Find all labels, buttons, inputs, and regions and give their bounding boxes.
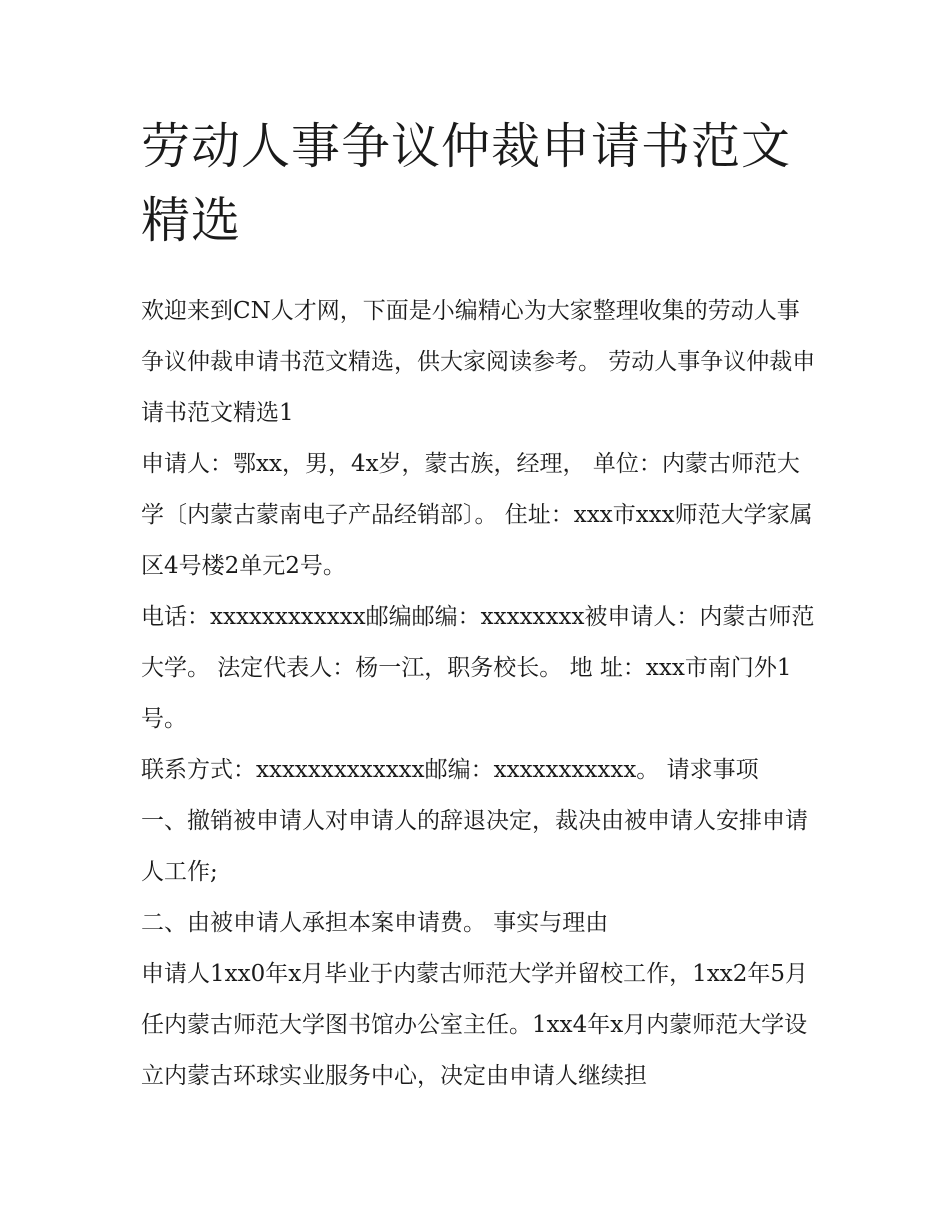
paragraph-request-two: 二、由被申请人承担本案申请费。 事实与理由 <box>141 910 609 936</box>
paragraph-intro: 欢迎来到CN人才网，下面是小编精心为大家整理收集的劳动人事争议仲裁申请书范文精选，供大家阅读参考。 劳动人事争议仲裁申请书范文精选1 <box>141 298 816 426</box>
paragraph-contact-requests: 联系方式：xxxxxxxxxxxxx邮编：xxxxxxxxxxx。 请求事项 <box>141 757 759 783</box>
document-title: 劳动人事争议仲裁申请书范文精选 <box>141 118 792 249</box>
paragraph-facts: 申请人1xx0年x月毕业于内蒙古师范大学并留校工作，1xx2年5月任内蒙古师范大学图书馆办公室主任。1xx4年x月内蒙师范大学设立内蒙古环球实业服务中心，决定由申请人继续担 <box>141 961 809 1089</box>
document-content <box>141 110 821 1102</box>
paragraph-phone-respondent: 电话：xxxxxxxxxxxx邮编邮编：xxxxxxxx被申请人：内蒙古师范大学。 法定代表人：杨一江，职务校长。 地 址：xxx市南门外1号。 <box>141 604 815 732</box>
paragraph-request-one: 一、撤销被申请人对申请人的辞退决定，裁决由被申请人安排申请人工作; <box>141 808 808 885</box>
document-body <box>141 286 821 1102</box>
paragraph-applicant: 申请人：鄂xx，男，4x岁，蒙古族，经理， 单位：内蒙古师范大学〔内蒙古蒙南电子产品经销部〕。 住址：xxx市xxx师范大学家属区4号楼2单元2号。 <box>141 451 813 579</box>
